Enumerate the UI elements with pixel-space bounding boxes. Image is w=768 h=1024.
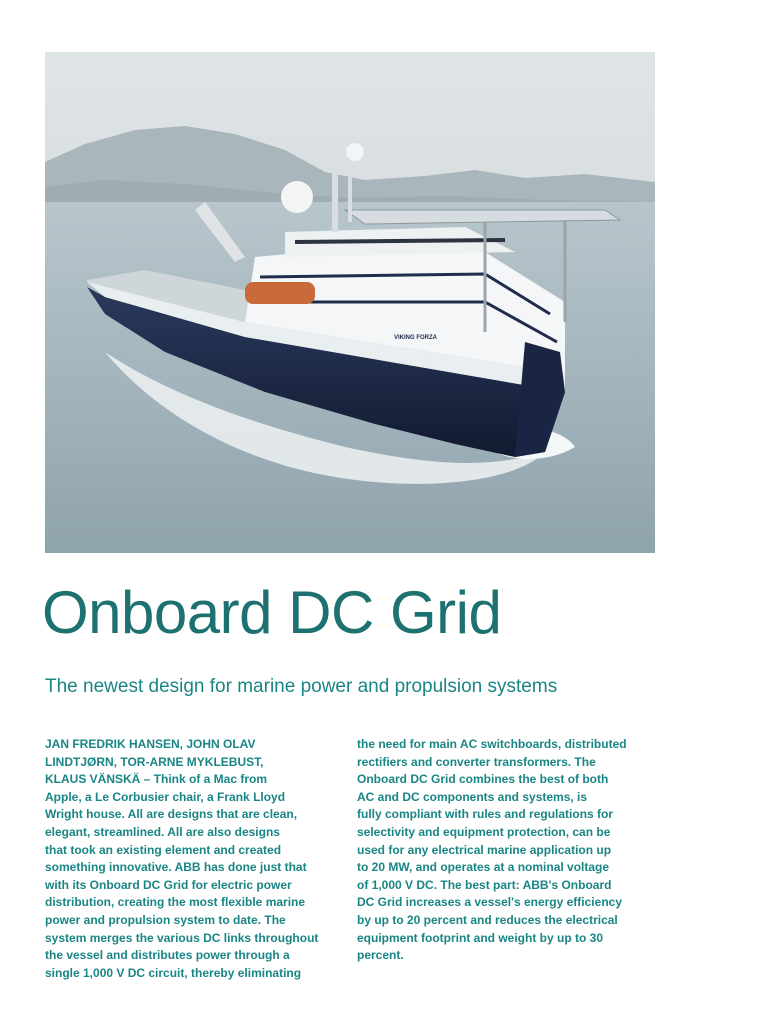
text-line: fully compliant with rules and regulations for xyxy=(357,807,614,822)
article-column-2 xyxy=(357,736,657,965)
text-line: equipment footprint and weight by up to 30 xyxy=(357,930,603,945)
text-line: Wright house. All are designs that are clean, xyxy=(45,807,298,822)
ship-illustration xyxy=(45,52,655,553)
text-line: percent. xyxy=(357,948,404,963)
text-line: something innovative. ABB has done just that xyxy=(45,860,307,875)
text-line: that took an existing element and created xyxy=(45,842,282,857)
ship-name-label: VIKING FORZA xyxy=(394,335,437,341)
text-line: DC Grid increases a vessel's energy efficiency xyxy=(357,895,622,910)
text-line: JAN FREDRIK HANSEN, JOHN OLAV xyxy=(45,737,256,751)
text-line: with its Onboard DC Grid for electric power xyxy=(45,877,292,892)
text-line: rectifiers and converter transformers. The xyxy=(357,754,596,769)
text-line: to 20 MW, and operates at a nominal voltage xyxy=(357,860,610,875)
text-line: selectivity and equipment protection, can be xyxy=(357,824,611,839)
text-line: elegant, streamlined. All are also designs xyxy=(45,824,280,839)
text-line: KLAUS VÄNSKÄ – Think of a Mac from xyxy=(45,772,268,787)
hero-photo xyxy=(45,52,655,553)
article-subtitle: The newest design for marine power and propulsion systems xyxy=(45,676,558,697)
text-line: system merges the various DC links throughout xyxy=(45,930,319,945)
text-line: power and propulsion system to date. The xyxy=(45,912,286,927)
text-line: distribution, creating the most flexible marine xyxy=(45,895,306,910)
article-title: Onboard DC Grid xyxy=(42,579,502,646)
text-line: AC and DC components and systems, is xyxy=(357,789,588,804)
article-column-1 xyxy=(45,736,345,982)
text-line: the need for main AC switchboards, distributed xyxy=(357,737,627,751)
text-line: Apple, a Le Corbusier chair, a Frank Lloyd xyxy=(45,789,286,804)
text-line: of 1,000 V DC. The best part: ABB's Onboard xyxy=(357,877,612,892)
text-line: LINDTJØRN, TOR-ARNE MYKLEBUST, xyxy=(45,754,264,769)
text-line: used for any electrical marine application up xyxy=(357,842,612,857)
text-line: single 1,000 V DC circuit, thereby eliminating xyxy=(45,965,302,980)
text-line: by up to 20 percent and reduces the electrical xyxy=(357,912,618,927)
text-line: the vessel and distributes power through a xyxy=(45,948,290,963)
text-line: Onboard DC Grid combines the best of both xyxy=(357,772,609,787)
